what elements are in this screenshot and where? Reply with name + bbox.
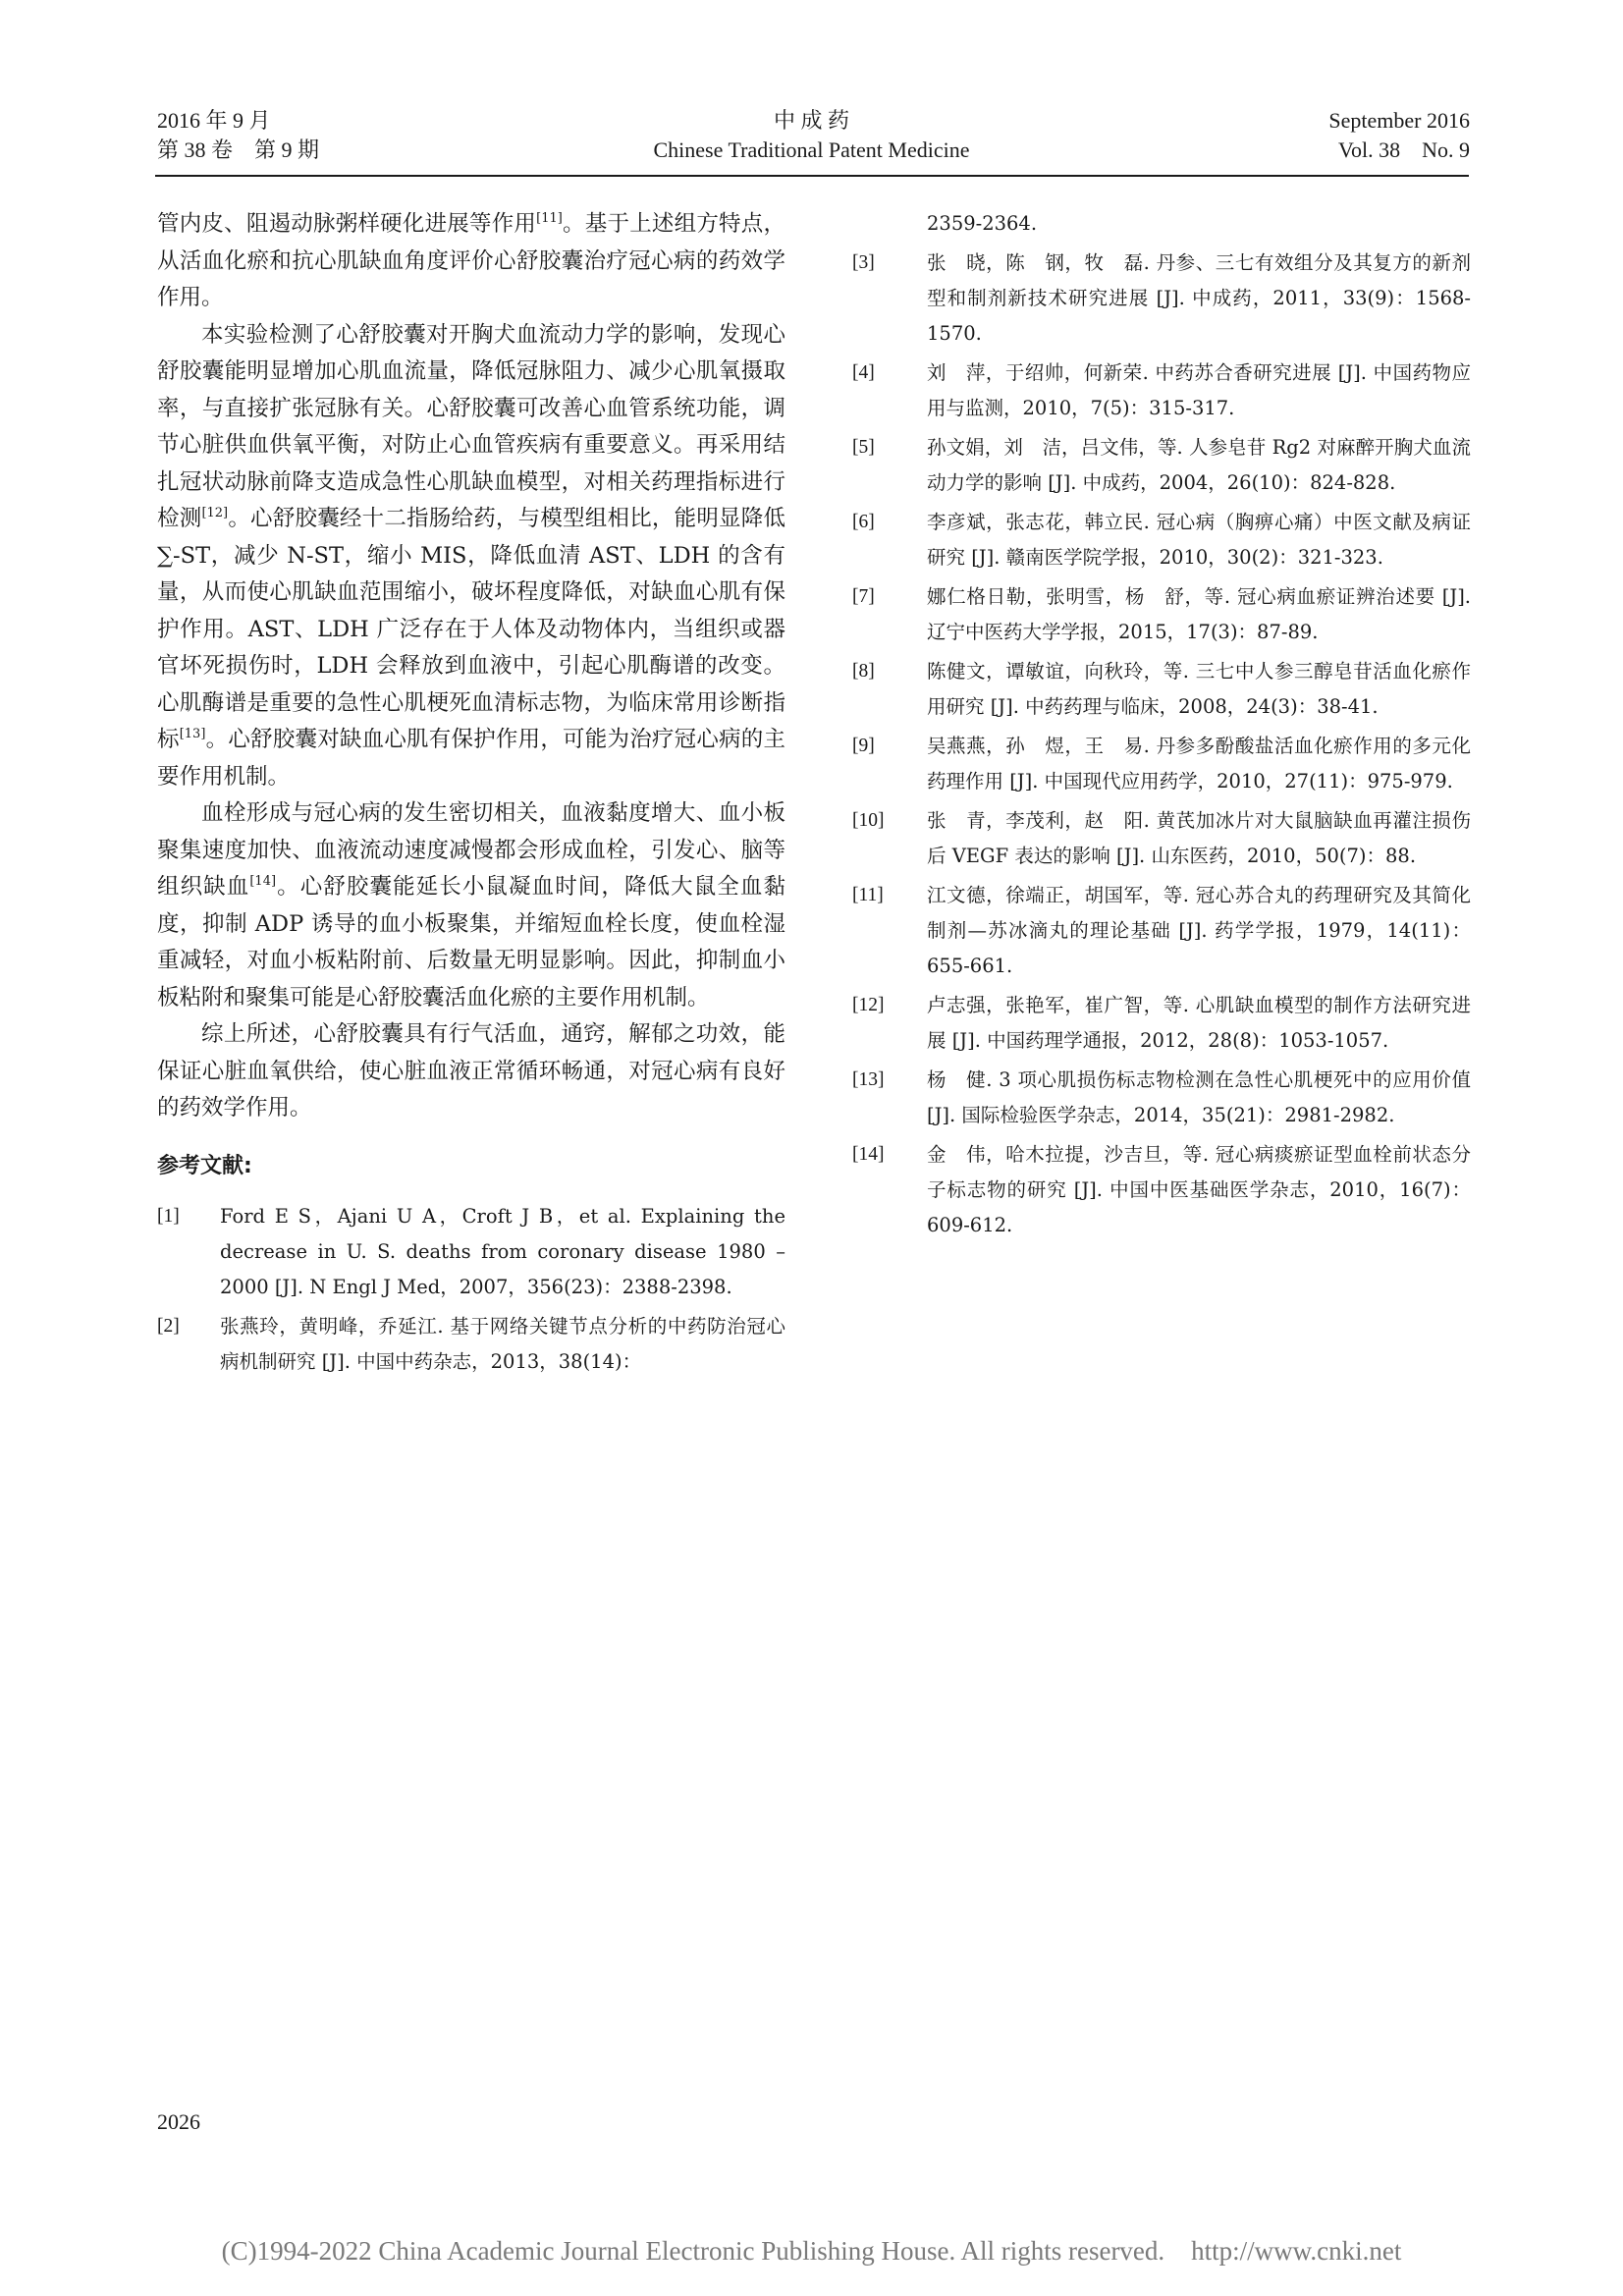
reference-entry [157,1309,785,1380]
reference-entry [852,246,1471,352]
body-paragraph-1 [157,206,785,317]
issue-date: 2016 年 9 月 [157,108,271,133]
reference-entry [852,430,1471,501]
reference-entry [852,654,1471,725]
reference-entry [852,579,1471,650]
reference-entry [852,1063,1471,1133]
reference-text: Ford E S，Ajani U A，Croft J B，et al. Explaining the decrease in U. S. deaths from coronary disease 1980 – 2000 [J]. N Engl J Med，2007，356(23)：2388-2398. [220,1204,785,1298]
reference-number: [9] [852,736,875,756]
reference-number: [3] [852,252,875,273]
paragraph-text: 。心舒胶囊能延长小鼠凝血时间，降低大鼠全血黏度，抑制 ADP 诱导的血小板聚集，并缩短血栓长度，使血栓湿重减轻，对血小板粘附前、后数量无明显影响。因此，抑制血小板粘附和聚集可能是心舒胶囊活血化瘀的主要作用机制。 [157,874,785,1011]
reference-entry [157,1199,785,1305]
reference-entry [852,1137,1471,1243]
reference-number: [2] [157,1315,180,1337]
citation-link[interactable]: [14] [249,874,277,889]
reference-text: 陈健文，谭敏谊，向秋玲，等. 三七中人参三醇皂苷活血化瘀作用研究 [J]. 中药药理与临床，2008，24(3)：38-41. [927,660,1471,718]
reference-text: 张燕玲，黄明峰，乔延江. 基于网络关键节点分析的中药防治冠心病机制研究 [J]. 中国中药杂志，2013，38(14)： [220,1314,785,1373]
journal-title-en: Chinese Traditional Patent Medicine [653,137,970,162]
page-number: 2026 [157,2109,200,2134]
body-paragraph-2 [157,317,785,796]
journal-title-cn: 中 成 药 [773,108,849,133]
reference-number: [13] [852,1069,885,1090]
paragraph-text: 管内皮、阻遏动脉粥样硬化进展等作用 [157,211,537,237]
citation-link[interactable]: [11] [536,211,563,226]
reference-text: 杨 健. 3 项心肌损伤标志物检测在急性心肌梗死中的应用价值 [J]. 国际检验医学杂志，2014，35(21)：2981-2982. [927,1068,1471,1126]
reference-number: [6] [852,512,875,532]
reference-number: [4] [852,362,875,383]
reference-number: [5] [852,437,875,458]
reference-number: [12] [852,995,885,1015]
reference-entry [852,878,1471,984]
citation-link[interactable]: [13] [179,727,206,741]
reference-text: 吴燕燕，孙 煜，王 易. 丹参多酚酸盐活血化瘀作用的多元化药理作用 [J]. 中国现代应用药学，2010，27(11)：975-979. [927,735,1471,793]
body-paragraph-3 [157,795,785,1016]
left-column [157,206,785,1384]
reference-text: 李彦斌，张志花，韩立民. 冠心病（胸痹心痛）中医文献及病证研究 [J]. 赣南医学院学报，2010，30(2)：321-323. [927,511,1471,569]
volume-issue-cn: 第 38 卷 第 9 期 [157,137,320,162]
header-rule [155,175,1469,177]
header-right [1328,106,1470,165]
reference-number: [11] [852,885,884,905]
volume-issue-en: Vol. 38 No. 9 [1337,137,1470,162]
reference-entry [852,729,1471,799]
reference-number: [1] [157,1205,180,1227]
reference-text: 张 青，李茂利，赵 阳. 黄芪加冰片对大鼠脑缺血再灌注损伤后 VEGF 表达的影响 [J]. 山东医药，2010，50(7)：88. [927,809,1471,867]
right-column [852,206,1471,1247]
paragraph-text: 血栓形成与冠心病的发生密切相关，血液黏度增大、血小板聚集速度加快、血液流动速度减慢都会形成血栓，引发心、脑等组织缺血 [157,800,785,900]
body-paragraph-4: 综上所述，心舒胶囊具有行气活血，通窍，解郁之功效，能保证心脏血氧供给，使心脏血液正常循环畅通，对冠心病有良好的药效学作用。 [157,1021,785,1121]
paragraph-text: 。心舒胶囊对缺血心肌有保护作用，可能为治疗冠心病的主要作用机制。 [157,727,785,790]
reference-continuation: 2359-2364. [927,212,1038,235]
citation-link[interactable]: [12] [201,506,229,520]
reference-number: [14] [852,1144,885,1165]
paragraph-text: 本实验检测了心舒胶囊对开胸犬血流动力学的影响，发现心舒胶囊能明显增加心肌血流量，降低冠脉阻力、减少心肌氧摄取率，与直接扩张冠脉有关。心舒胶囊可改善心血管系统功能，调节心脏供血供氧平衡，对防止心血管疾病有重要意义。再采用结扎冠状动脉前降支造成急性心肌缺血模型，对相关药理指标进行检测 [157,321,785,531]
paragraph-text: 。心舒胶囊经十二指肠给药，与模型组相比，能明显降低∑-ST，减少 N-ST，缩小 MIS，降低血清 AST、LDH 的含有量，从而使心肌缺血范围缩小，破坏程度降低，对缺血心肌有保护作用。AST、LDH 广泛存在于人体及动物体内，当组织或器官坏死损伤时，LDH 会释放到血液中，引起心肌酶谱的改变。心肌酶谱是重要的急性心肌梗死血清标志物，为临床常用诊断指标 [157,506,785,752]
reference-number: [7] [852,586,875,607]
reference-entry [852,355,1471,426]
reference-entry [852,505,1471,575]
reference-number: [8] [852,661,875,682]
reference-text: 江文德，徐端正，胡国军，等. 冠心苏合丸的药理研究及其简化制剂—苏冰滴丸的理论基础 [J]. 药学学报，1979，14(11)：655-661. [927,884,1471,977]
issue-date-en: September 2016 [1328,108,1470,133]
reference-text: 张 晓，陈 钢，牧 磊. 丹参、三七有效组分及其复方的新剂型和制剂新技术研究进展 [J]. 中成药，2011，33(9)：1568-1570. [927,251,1471,345]
reference-list-left [157,1199,785,1380]
reference-number: [10] [852,810,885,831]
reference-text: 刘 萍，于绍帅，何新荣. 中药苏合香研究进展 [J]. 中国药物应用与监测，2010，7(5)：315-317. [927,361,1471,419]
reference-text: 孙文娟，刘 洁，吕文伟，等. 人参皂苷 Rg2 对麻醉开胸犬血流动力学的影响 [J]. 中成药，2004，26(10)：824-828. [927,436,1471,494]
reference-text: 娜仁格日勒，张明雪，杨 舒，等. 冠心病血瘀证辨治述要 [J]. 辽宁中医药大学学报，2015，17(3)：87-89. [927,585,1471,643]
reference-text: 金 伟，哈木拉提，沙吉旦，等. 冠心病痰瘀证型血栓前状态分子标志物的研究 [J]. 中国中医基础医学杂志，2010，16(7)：609-612. [927,1143,1471,1236]
reference-text: 卢志强，张艳军，崔广智，等. 心肌缺血模型的制作方法研究进展 [J]. 中国药理学通报，2012，28(8)：1053-1057. [927,994,1471,1052]
paragraph-text: 。基于上述组方特点，从活血化瘀和抗心肌缺血角度评价心舒胶囊治疗冠心病的药效学作用。 [157,211,785,310]
reference-entry [852,803,1471,874]
reference-entry [852,988,1471,1059]
references-title: 参考文献: [157,1153,252,1178]
copyright-notice: (C)1994-2022 China Academic Journal Electronic Publishing House. All rights reserved. http://www.cnki.net [221,2236,1402,2266]
reference-list-right [852,246,1471,1243]
